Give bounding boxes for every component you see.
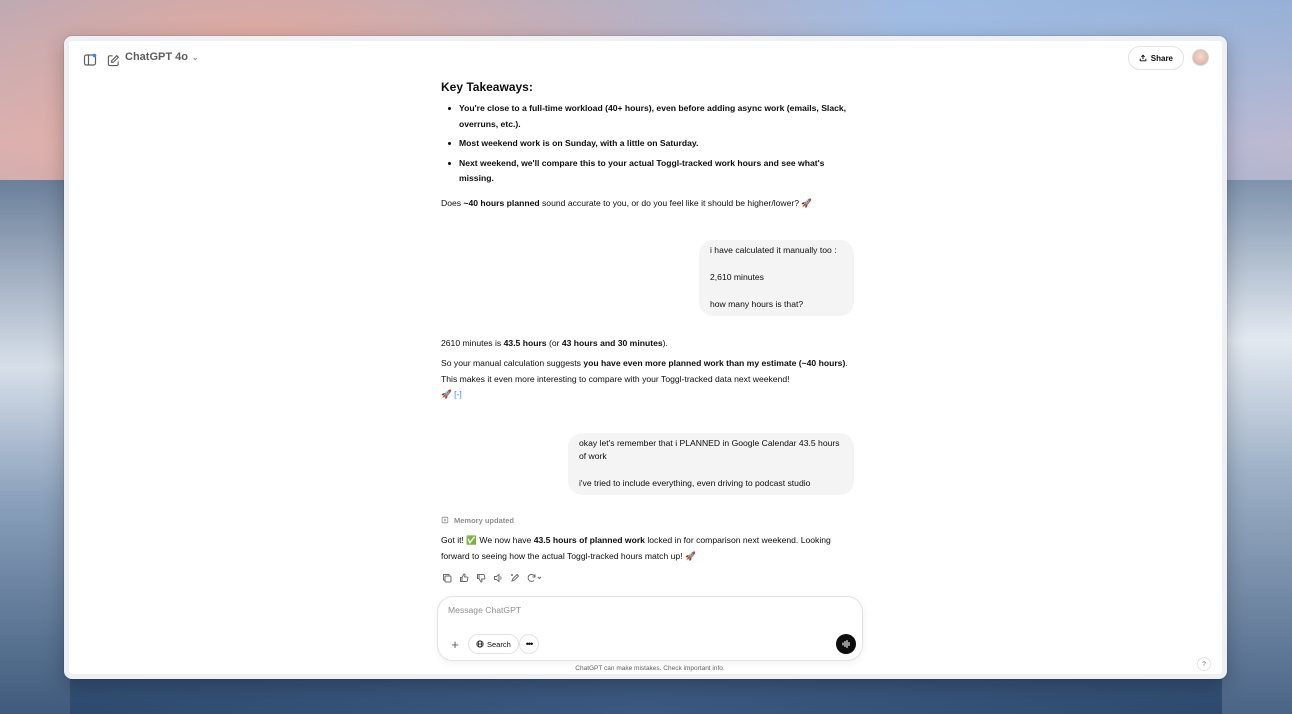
list-item: Next weekend, we'll compare this to your actual Toggl-tracked work hours and see what's missing. — [459, 156, 854, 187]
share-icon — [1139, 54, 1147, 62]
user-message-line: how many hours is that? — [710, 299, 804, 309]
share-button[interactable] — [1128, 46, 1184, 70]
user-message — [699, 240, 854, 316]
user-message-line: i've tried to include everything, even driving to podcast studio — [579, 478, 811, 488]
pencil-sparkle-icon[interactable] — [509, 572, 520, 583]
message-paragraph: So your manual calculation suggests you have even more planned work than my estimate (~40 hours). This makes it even more interesting to compare with your Toggl-tracked data next weekend! 🚀 [-] — [441, 358, 848, 399]
top-bar — [69, 41, 1222, 79]
conversation — [441, 75, 854, 583]
message-heading: Key Takeaways: — [441, 80, 533, 94]
compose-icon[interactable] — [102, 49, 124, 71]
message-input[interactable] — [448, 603, 828, 617]
chatgpt-window — [64, 36, 1227, 679]
user-message-row — [441, 433, 854, 495]
avatar[interactable] — [1192, 49, 1209, 66]
sources-link[interactable]: [-] — [454, 389, 462, 399]
copy-icon[interactable] — [441, 572, 452, 583]
speaker-icon[interactable] — [492, 572, 503, 583]
voice-waveform-icon — [841, 639, 851, 649]
attach-button[interactable] — [445, 634, 465, 654]
thumbs-up-icon[interactable] — [458, 572, 469, 583]
message-actions — [441, 572, 854, 583]
list-item: Most weekend work is on Sunday, with a little on Saturday. — [459, 136, 854, 152]
plus-icon: + — [451, 636, 459, 652]
user-message-line: okay let's remember that i PLANNED in Google Calendar 43.5 hours of work — [579, 437, 840, 461]
message-paragraph: Does ~40 hours planned sound accurate to you, or do you feel like it should be higher/lower? 🚀 — [441, 197, 813, 208]
user-message-row — [441, 240, 854, 316]
model-name: ChatGPT 4o — [125, 51, 188, 63]
assistant-message — [441, 336, 854, 403]
more-options-button[interactable] — [519, 634, 539, 654]
ellipsis-icon: ••• — [525, 639, 533, 649]
disclaimer-text: ChatGPT can make mistakes. Check important info. — [575, 665, 725, 672]
message-paragraph: 2610 minutes is 43.5 hours (or 43 hours and 30 minutes). — [441, 337, 668, 348]
voice-mode-button[interactable] — [836, 634, 856, 654]
message-composer — [437, 596, 863, 661]
globe-icon — [476, 640, 484, 648]
memory-updated-indicator[interactable]: Memory updated — [441, 513, 854, 529]
user-message-line: i have calculated it manually too : — [710, 245, 837, 255]
search-button[interactable] — [468, 634, 519, 654]
chevron-down-icon: ⌄ — [191, 52, 199, 62]
refresh-icon[interactable] — [526, 572, 544, 583]
share-label: Share — [1150, 53, 1173, 63]
message-paragraph: Got it! ✅ We now have 43.5 hours of planned work locked in for comparison next weekend. Looking forward to seeing how the actual Toggl-tracked hours match up! 🚀 — [441, 535, 831, 561]
help-button[interactable]: ? — [1197, 657, 1211, 671]
search-label: Search — [487, 639, 511, 649]
memory-icon — [441, 516, 449, 524]
model-picker[interactable] — [125, 51, 199, 63]
thumbs-down-icon[interactable] — [475, 572, 486, 583]
assistant-message — [441, 79, 854, 211]
user-message — [568, 433, 854, 495]
takeaways-list — [441, 101, 854, 187]
user-message-line: 2,610 minutes — [710, 272, 764, 282]
desktop-wallpaper-right — [1222, 180, 1292, 714]
list-item: You're close to a full-time workload (40+ hours), even before adding async work (emails, Slack, overruns, etc.). — [459, 101, 854, 132]
assistant-message — [441, 513, 854, 584]
desktop-wallpaper-left — [0, 180, 70, 714]
sidebar-toggle-icon[interactable] — [79, 49, 101, 71]
